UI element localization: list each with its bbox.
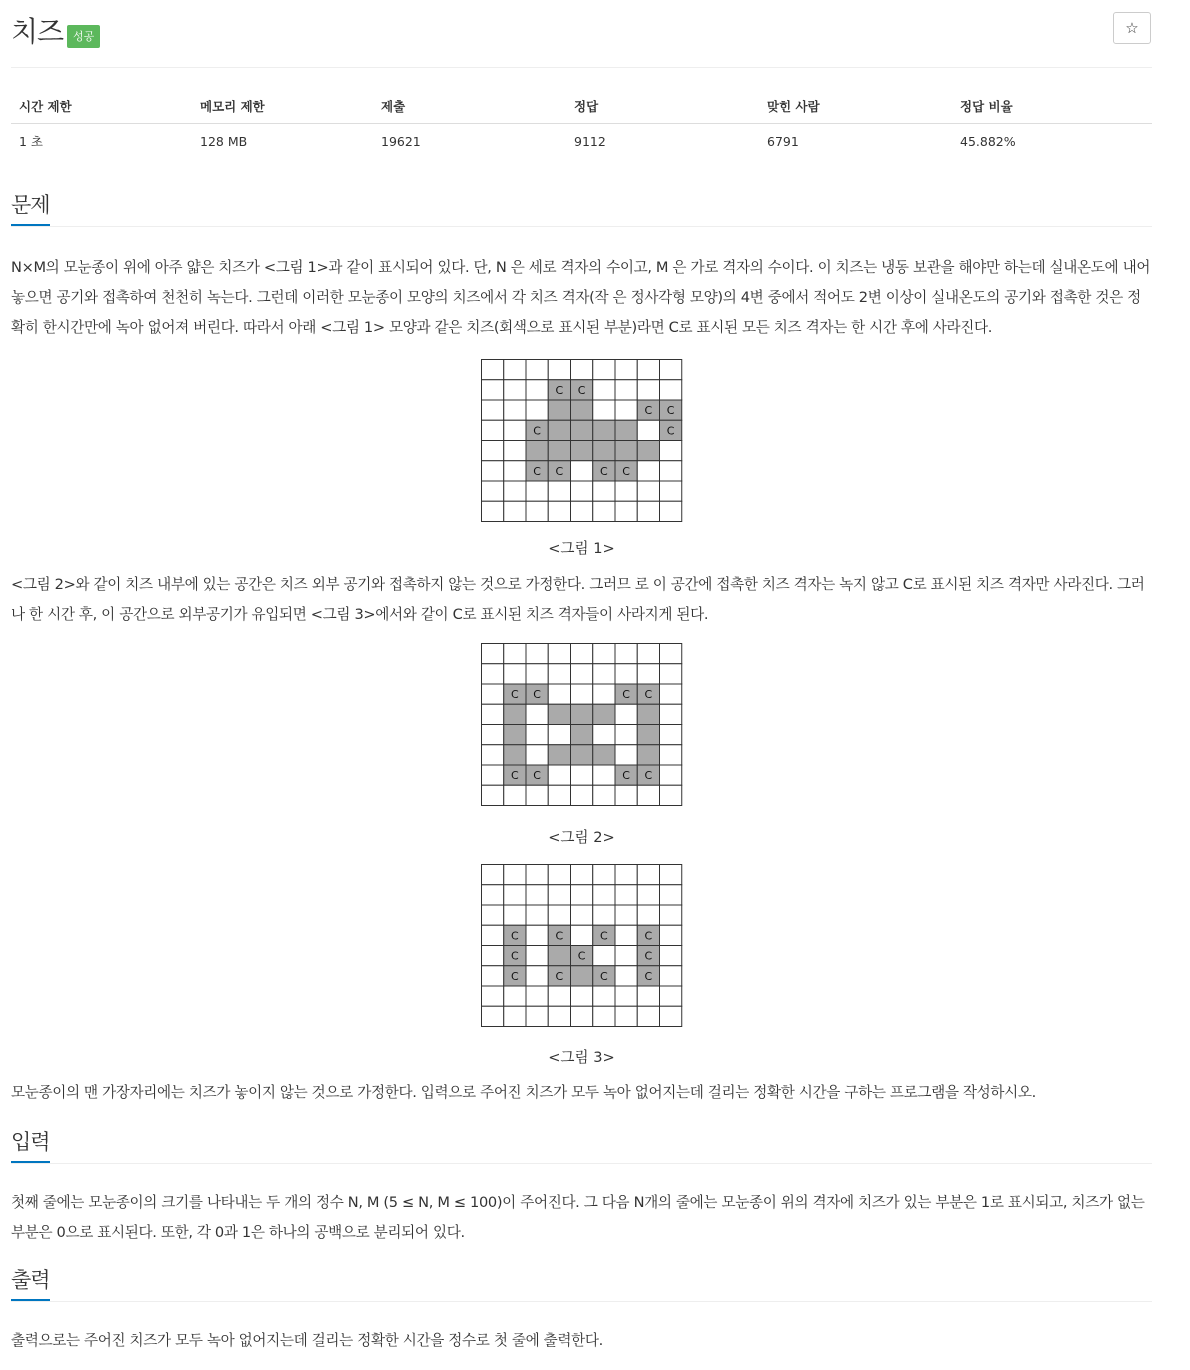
grid-cell-empty [659, 704, 681, 724]
value-time-limit: 1 초 [19, 134, 44, 149]
grid-cell-empty [659, 664, 681, 684]
grid-cell-empty [526, 400, 548, 420]
grid-cell-marker: C [644, 929, 652, 943]
grid-cell-empty [637, 481, 659, 501]
header-submissions: 제출 [373, 89, 566, 124]
grid-cell-cheese [570, 745, 592, 765]
grid-cell-empty [592, 644, 614, 664]
grid-cell-empty [526, 664, 548, 684]
grid-cell-empty [503, 380, 525, 400]
grid-cell-cheese [592, 420, 614, 440]
grid-cell-empty [637, 986, 659, 1006]
grid-cell-marker: C [510, 688, 519, 702]
grid-cell-empty [615, 1006, 637, 1026]
grid-cell-cheese [570, 704, 592, 724]
grid-cell-marker: C [666, 424, 674, 438]
grid-cell-cheese [548, 745, 570, 765]
grid-cell-empty [548, 501, 570, 521]
grid-cell-empty [637, 865, 659, 885]
grid-cell-empty [503, 360, 525, 380]
grid-cell-empty [503, 986, 525, 1006]
grid-cell-empty [481, 380, 503, 400]
grid-cell-empty [615, 725, 637, 745]
grid-cell-empty [592, 986, 614, 1006]
grid-cell-cheese [637, 725, 659, 745]
grid-cell-empty [615, 644, 637, 664]
grid-cell-empty [659, 986, 681, 1006]
grid-cell-empty [481, 946, 503, 966]
section-title: 문제 [11, 193, 50, 226]
grid-cell-empty [548, 905, 570, 925]
grid-cell-empty [526, 925, 548, 945]
grid-cell-cheese [615, 420, 637, 440]
header-accepted: 정답 [566, 89, 759, 124]
header-ratio: 정답 비율 [952, 89, 1152, 124]
grid-cell-cheese [503, 745, 525, 765]
grid-cell-empty [615, 360, 637, 380]
problem-info-table [11, 89, 1152, 158]
value-ratio: 45.882% [960, 133, 1016, 149]
section-input-heading [11, 1126, 1152, 1164]
grid-cell-empty [503, 664, 525, 684]
grid-cell-cheese [503, 725, 525, 745]
grid-cell-empty [637, 360, 659, 380]
grid-cell-empty [659, 745, 681, 765]
grid-cell-empty [615, 501, 637, 521]
grid-cell-cheese [592, 745, 614, 765]
grid-cell-empty [570, 885, 592, 905]
grid-cell-empty [481, 865, 503, 885]
grid-cell-empty [570, 925, 592, 945]
grid-cell-marker: C [599, 969, 608, 983]
grid-cell-empty [548, 684, 570, 704]
cheese-grid-3 [481, 864, 683, 1028]
grid-cell-empty [592, 501, 614, 521]
problem-paragraph-3: 모눈종이의 맨 가장자리에는 치즈가 놓이지 않는 것으로 가정한다. 입력으로 주어진 치즈가 모두 녹아 없어지는데 걸리는 정확한 시간을 구하는 프로그램을 작성하시오. [11, 1084, 1036, 1101]
grid-cell-marker: C [555, 929, 563, 943]
grid-cell-empty [503, 501, 525, 521]
grid-cell-empty [592, 785, 614, 805]
grid-cell-empty [570, 461, 592, 481]
grid-cell-empty [659, 765, 681, 785]
grid-cell-empty [570, 684, 592, 704]
grid-cell-marker: C [644, 969, 652, 983]
grid-cell-empty [481, 664, 503, 684]
grid-cell-empty [548, 664, 570, 684]
grid-cell-marker: C [510, 949, 519, 963]
grid-cell-empty [503, 905, 525, 925]
grid-cell-empty [592, 765, 614, 785]
problem-paragraph-1: N×M의 모눈종이 위에 아주 얇은 치즈가 <그림 1>과 같이 표시되어 있다. 단, N 은 세로 격자의 수이고, M 은 가로 격자의 수이다. 이 치즈는 냉동 보관을 해야만 하는데 실내온도에 내어놓으면 공기와 접촉하여 천천히 녹는다. 그런데 이러한 모눈종이 모양의 치즈에서 각 치즈 격자(작 은 정사각형 모양)의 4변 중에서 적어도 2변 이상이 실내온도의 공기와 접촉한 것은 정확히 한시간만에 녹아 없어져 버린다. 따라서 아래 <그림 1> 모양과 같은 치즈(회색으로 표시된 부분)라면 C로 표시된 모든 치즈 격자는 한 시간 후에 사라진다. [11, 259, 1151, 336]
grid-cell-empty [526, 905, 548, 925]
grid-cell-empty [637, 1006, 659, 1026]
grid-cell-empty [481, 461, 503, 481]
star-icon: ☆ [1125, 19, 1139, 37]
grid-cell-empty [570, 905, 592, 925]
input-description: 첫째 줄에는 모눈종이의 크기를 나타내는 두 개의 정수 N, M (5 ≤ N, M ≤ 100)이 주어진다. 그 다음 N개의 줄에는 모눈종이 위의 격자에 치즈가 있는 부분은 1로 표시되고, 치즈가 없는 부분은 0으로 표시된다. 또한, 각 0과 1은 하나의 공백으로 분리되어 있다. [11, 1194, 1145, 1241]
grid-cell-marker: C [532, 424, 541, 438]
grid-cell-empty [592, 865, 614, 885]
grid-cell-empty [526, 986, 548, 1006]
grid-cell-empty [526, 946, 548, 966]
grid-cell-empty [548, 785, 570, 805]
grid-cell-empty [481, 501, 503, 521]
grid-cell-cheese [637, 745, 659, 765]
grid-cell-empty [503, 400, 525, 420]
grid-cell-empty [592, 360, 614, 380]
grid-cell-empty [503, 885, 525, 905]
grid-cell-empty [503, 644, 525, 664]
grid-cell-empty [481, 885, 503, 905]
grid-cell-empty [659, 885, 681, 905]
grid-cell-empty [615, 400, 637, 420]
grid-cell-empty [615, 745, 637, 765]
section-output-heading [11, 1264, 1152, 1302]
grid-cell-empty [503, 420, 525, 440]
grid-cell-empty [615, 785, 637, 805]
grid-cell-empty [659, 684, 681, 704]
figure-2 [11, 643, 1152, 807]
grid-cell-cheese [637, 441, 659, 461]
grid-cell-cheese [637, 704, 659, 724]
grid-cell-empty [503, 1006, 525, 1026]
grid-cell-empty [615, 664, 637, 684]
header-solvers: 맞힌 사람 [759, 89, 952, 124]
grid-cell-empty [503, 865, 525, 885]
grid-cell-cheese [592, 441, 614, 461]
grid-cell-empty [592, 664, 614, 684]
grid-cell-empty [615, 380, 637, 400]
header-time-limit: 시간 제한 [11, 89, 192, 124]
grid-cell-empty [481, 745, 503, 765]
info-header-row [11, 89, 1152, 124]
grid-cell-empty [526, 360, 548, 380]
grid-cell-empty [526, 501, 548, 521]
grid-cell-empty [526, 380, 548, 400]
grid-cell-empty [592, 725, 614, 745]
figure-1-caption: <그림 1> [548, 540, 615, 557]
grid-cell-marker: C [555, 464, 563, 478]
grid-cell-cheese [570, 400, 592, 420]
grid-cell-empty [570, 765, 592, 785]
grid-cell-empty [526, 745, 548, 765]
info-value-row [11, 124, 1152, 159]
grid-cell-empty [615, 905, 637, 925]
grid-cell-empty [548, 1006, 570, 1026]
grid-cell-empty [526, 966, 548, 986]
grid-cell-marker: C [644, 404, 652, 418]
grid-cell-empty [526, 704, 548, 724]
title-row [11, 0, 1152, 68]
grid-cell-empty [592, 885, 614, 905]
grid-cell-empty [548, 885, 570, 905]
figure-2-caption: <그림 2> [548, 829, 615, 846]
grid-cell-cheese [570, 725, 592, 745]
grid-cell-empty [481, 441, 503, 461]
grid-cell-empty [592, 1006, 614, 1026]
grid-cell-empty [481, 765, 503, 785]
grid-cell-empty [570, 986, 592, 1006]
grid-cell-empty [615, 865, 637, 885]
value-solvers: 6791 [767, 133, 799, 149]
grid-cell-marker: C [577, 949, 585, 963]
grid-cell-cheese [570, 966, 592, 986]
grid-cell-empty [615, 986, 637, 1006]
grid-cell-cheese [548, 704, 570, 724]
problem-paragraph-2: <그림 2>와 같이 치즈 내부에 있는 공간은 치즈 외부 공기와 접촉하지 않는 것으로 가정한다. 그러므 로 이 공간에 접촉한 치즈 격자는 녹지 않고 C로 표시된 치즈 격자만 사라진다. 그러나 한 시간 후, 이 공간으로 외부공기가 유입되면 <그림 3>에서와 같이 C로 표시된 치즈 격자들이 사라지게 된다. [11, 576, 1145, 623]
grid-cell-empty [659, 441, 681, 461]
grid-cell-empty [592, 400, 614, 420]
grid-cell-marker: C [532, 688, 541, 702]
grid-cell-empty [659, 481, 681, 501]
grid-cell-empty [481, 725, 503, 745]
output-description: 출력으로는 주어진 치즈가 모두 녹아 없어지는데 걸리는 정확한 시간을 정수로 첫 줄에 출력한다. [11, 1332, 603, 1349]
grid-cell-empty [659, 380, 681, 400]
grid-cell-marker: C [644, 769, 652, 783]
grid-cell-empty [637, 461, 659, 481]
header-memory-limit: 메모리 제한 [192, 89, 373, 124]
grid-cell-empty [659, 1006, 681, 1026]
grid-cell-empty [570, 481, 592, 501]
grid-cell-empty [659, 725, 681, 745]
grid-cell-empty [592, 905, 614, 925]
grid-cell-empty [592, 946, 614, 966]
grid-cell-empty [659, 925, 681, 945]
status-badge: 성공 [67, 25, 100, 48]
grid-cell-empty [481, 644, 503, 664]
value-submissions: 19621 [381, 133, 421, 149]
problem-title: 치즈 [11, 15, 64, 48]
grid-cell-empty [637, 785, 659, 805]
grid-cell-empty [481, 360, 503, 380]
grid-cell-empty [570, 664, 592, 684]
grid-cell-empty [637, 501, 659, 521]
grid-cell-marker: C [532, 464, 541, 478]
cheese-grid-1 [481, 359, 683, 523]
value-accepted: 9112 [574, 133, 606, 149]
grid-cell-empty [503, 785, 525, 805]
grid-cell-empty [615, 946, 637, 966]
section-title: 출력 [11, 1268, 50, 1301]
grid-cell-empty [481, 986, 503, 1006]
grid-cell-cheese [526, 441, 548, 461]
grid-cell-empty [659, 644, 681, 664]
grid-cell-empty [659, 905, 681, 925]
grid-cell-marker: C [577, 383, 585, 397]
grid-cell-empty [526, 1006, 548, 1026]
grid-cell-empty [659, 461, 681, 481]
grid-cell-marker: C [644, 949, 652, 963]
grid-cell-cheese [615, 441, 637, 461]
figure-1 [11, 359, 1152, 523]
grid-cell-empty [481, 704, 503, 724]
grid-cell-empty [481, 1006, 503, 1026]
grid-cell-empty [570, 1006, 592, 1026]
grid-cell-cheese [592, 704, 614, 724]
grid-cell-empty [481, 905, 503, 925]
grid-cell-cheese [570, 441, 592, 461]
grid-cell-empty [548, 865, 570, 885]
grid-cell-empty [570, 360, 592, 380]
grid-cell-empty [659, 360, 681, 380]
grid-cell-empty [592, 380, 614, 400]
grid-cell-empty [592, 481, 614, 501]
grid-cell-empty [503, 481, 525, 501]
grid-cell-marker: C [666, 404, 674, 418]
grid-cell-cheese [548, 946, 570, 966]
grid-cell-empty [481, 785, 503, 805]
grid-cell-empty [659, 785, 681, 805]
grid-cell-empty [526, 885, 548, 905]
grid-cell-empty [548, 644, 570, 664]
grid-cell-empty [615, 481, 637, 501]
grid-cell-empty [570, 785, 592, 805]
grid-cell-empty [615, 704, 637, 724]
grid-cell-empty [481, 925, 503, 945]
grid-cell-empty [526, 481, 548, 501]
grid-cell-empty [481, 684, 503, 704]
grid-cell-empty [526, 725, 548, 745]
figure-3-caption: <그림 3> [548, 1049, 615, 1066]
grid-cell-empty [637, 644, 659, 664]
grid-cell-marker: C [599, 464, 608, 478]
grid-cell-empty [548, 360, 570, 380]
grid-cell-empty [570, 501, 592, 521]
grid-cell-marker: C [621, 688, 630, 702]
grid-cell-empty [637, 905, 659, 925]
star-button[interactable] [1113, 12, 1151, 44]
section-title: 입력 [11, 1130, 50, 1163]
grid-cell-empty [615, 885, 637, 905]
grid-cell-cheese [548, 420, 570, 440]
grid-cell-empty [570, 865, 592, 885]
grid-cell-empty [503, 461, 525, 481]
grid-cell-empty [548, 481, 570, 501]
grid-cell-empty [637, 885, 659, 905]
grid-cell-empty [548, 725, 570, 745]
grid-cell-marker: C [555, 383, 563, 397]
grid-cell-marker: C [510, 929, 519, 943]
grid-cell-empty [615, 925, 637, 945]
grid-cell-empty [637, 420, 659, 440]
value-memory-limit: 128 MB [200, 133, 248, 149]
grid-cell-empty [481, 966, 503, 986]
grid-cell-empty [637, 380, 659, 400]
grid-cell-marker: C [644, 688, 652, 702]
grid-cell-cheese [548, 441, 570, 461]
problem-page [11, 0, 1152, 1356]
grid-cell-marker: C [621, 464, 630, 478]
grid-cell-empty [659, 946, 681, 966]
grid-cell-marker: C [621, 769, 630, 783]
grid-cell-empty [592, 684, 614, 704]
grid-cell-empty [615, 966, 637, 986]
grid-cell-empty [548, 986, 570, 1006]
grid-cell-marker: C [532, 769, 541, 783]
grid-cell-empty [481, 420, 503, 440]
grid-cell-cheese [503, 704, 525, 724]
grid-cell-empty [481, 400, 503, 420]
grid-cell-cheese [570, 420, 592, 440]
grid-cell-empty [548, 765, 570, 785]
grid-cell-empty [659, 966, 681, 986]
grid-cell-empty [526, 785, 548, 805]
grid-cell-empty [659, 865, 681, 885]
grid-cell-empty [637, 664, 659, 684]
grid-cell-marker: C [555, 969, 563, 983]
cheese-grid-2 [481, 643, 683, 807]
grid-cell-empty [570, 644, 592, 664]
grid-cell-cheese [548, 400, 570, 420]
figure-3 [11, 864, 1152, 1028]
grid-cell-empty [481, 481, 503, 501]
grid-cell-marker: C [510, 969, 519, 983]
grid-cell-empty [503, 441, 525, 461]
grid-cell-empty [526, 644, 548, 664]
grid-cell-empty [659, 501, 681, 521]
grid-cell-marker: C [510, 769, 519, 783]
grid-cell-marker: C [599, 929, 608, 943]
section-problem-heading [11, 189, 1152, 227]
grid-cell-empty [526, 865, 548, 885]
